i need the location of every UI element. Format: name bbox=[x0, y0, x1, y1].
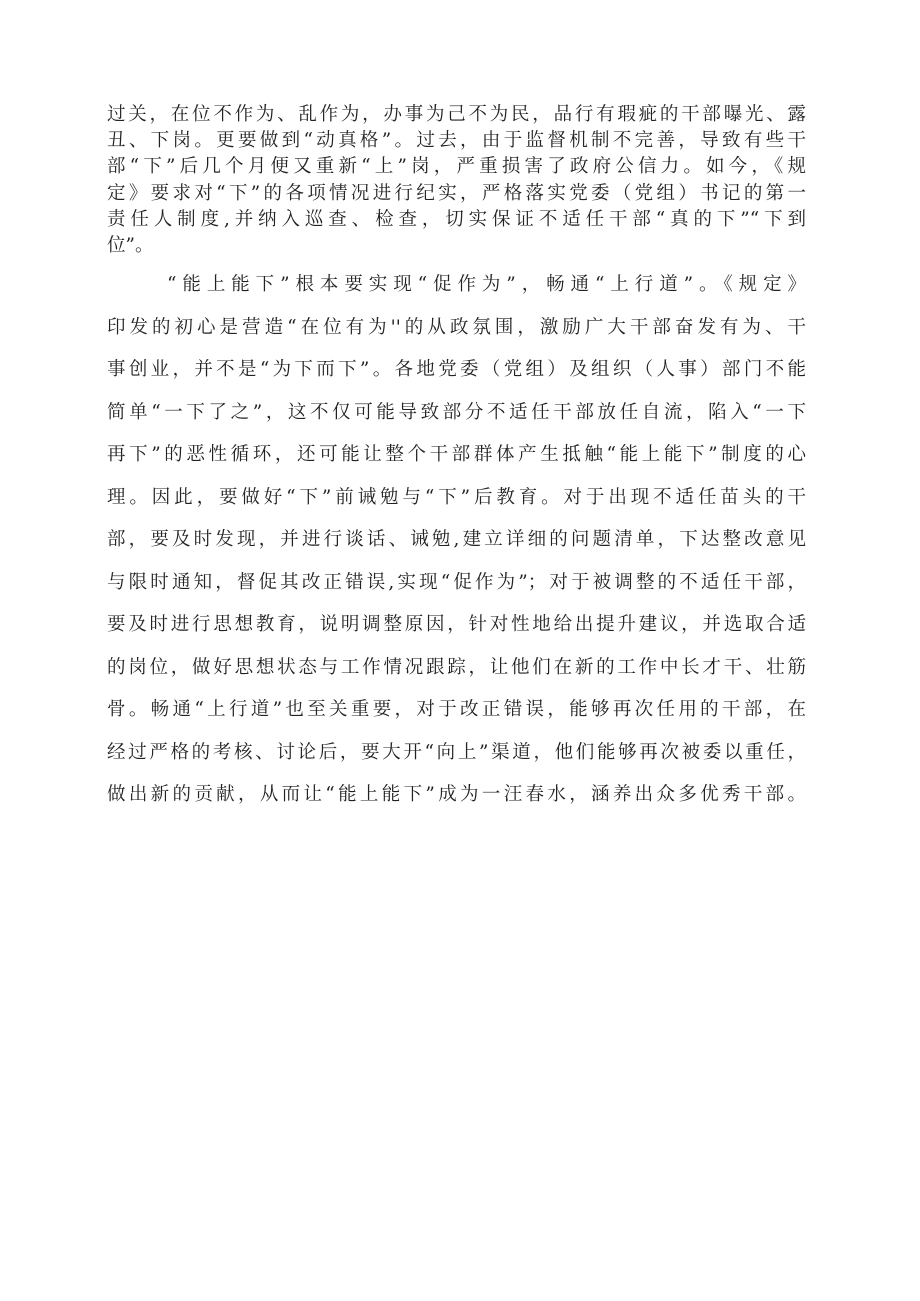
paragraph-heading-line: “能上能下”根本要实现“促作为”，畅通“上行道”。《规定》 bbox=[167, 274, 806, 295]
text-line: 理。因此，要做好“下”前诫勉与“下”后教育。对于出现不适任苗头的干 bbox=[107, 486, 806, 508]
text-line: 经过严格的考核、讨论后，要大开“向上”渠道，他们能够再次被委以重任， bbox=[107, 741, 806, 763]
paragraph-2 bbox=[107, 275, 806, 828]
text-line: 过关，在位不作为、乱作为，办事为己不为民，品行有瑕疵的干部曝光、露 bbox=[107, 104, 806, 125]
text-line: 再下”的恶性循环，还可能让整个干部群体产生抵触“能上能下”制度的心 bbox=[107, 444, 806, 465]
text-line: 印发的初心是营造“在位有为''的从政氛围，激励广大干部奋发有为、干 bbox=[107, 316, 806, 338]
text-line: 做出新的贡献，从而让“能上能下”成为一汪春水，涵养出众多优秀干部。 bbox=[107, 784, 806, 805]
text-line: 丑、下岗。更要做到“动真格”。过去，由于监督机制不完善，导致有些干 bbox=[107, 130, 806, 152]
text-line: 骨。畅通“上行道”也至关重要，对于改正错误，能够再次任用的干部，在 bbox=[107, 699, 806, 720]
text-line: 部，要及时发现，并进行谈话、诫勉,建立详细的问题清单，下达整改意见 bbox=[107, 529, 806, 550]
text-line: 部“下”后几个月便又重新“上”岗，严重损害了政府公信力。如今，《规 bbox=[107, 156, 806, 178]
paragraph-1 bbox=[107, 105, 806, 262]
text-line: 的岗位，做好思想状态与工作情况跟踪，让他们在新的工作中长才干、壮筋 bbox=[107, 656, 806, 678]
text-line: 位”。 bbox=[107, 234, 154, 256]
text-line: 简单“一下了之”，这不仅可能导致部分不适任干部放任自流，陷入“一下 bbox=[107, 401, 806, 423]
text-line: 要及时进行思想教育，说明调整原因，针对性地给出提升建议，并选取合适 bbox=[107, 614, 806, 635]
text-line: 事创业，并不是“为下而下”。各地党委（党组）及组织（人事）部门不能 bbox=[107, 359, 806, 380]
text-line: 责任人制度,并纳入巡查、检查，切实保证不适任干部“真的下”“下到 bbox=[107, 208, 806, 230]
text-line: 定》要求对“下”的各项情况进行纪实，严格落实党委（党组）书记的第一 bbox=[107, 182, 806, 204]
text-line: 与限时通知，督促其改正错误,实现“促作为”；对于被调整的不适任干部， bbox=[107, 571, 806, 593]
